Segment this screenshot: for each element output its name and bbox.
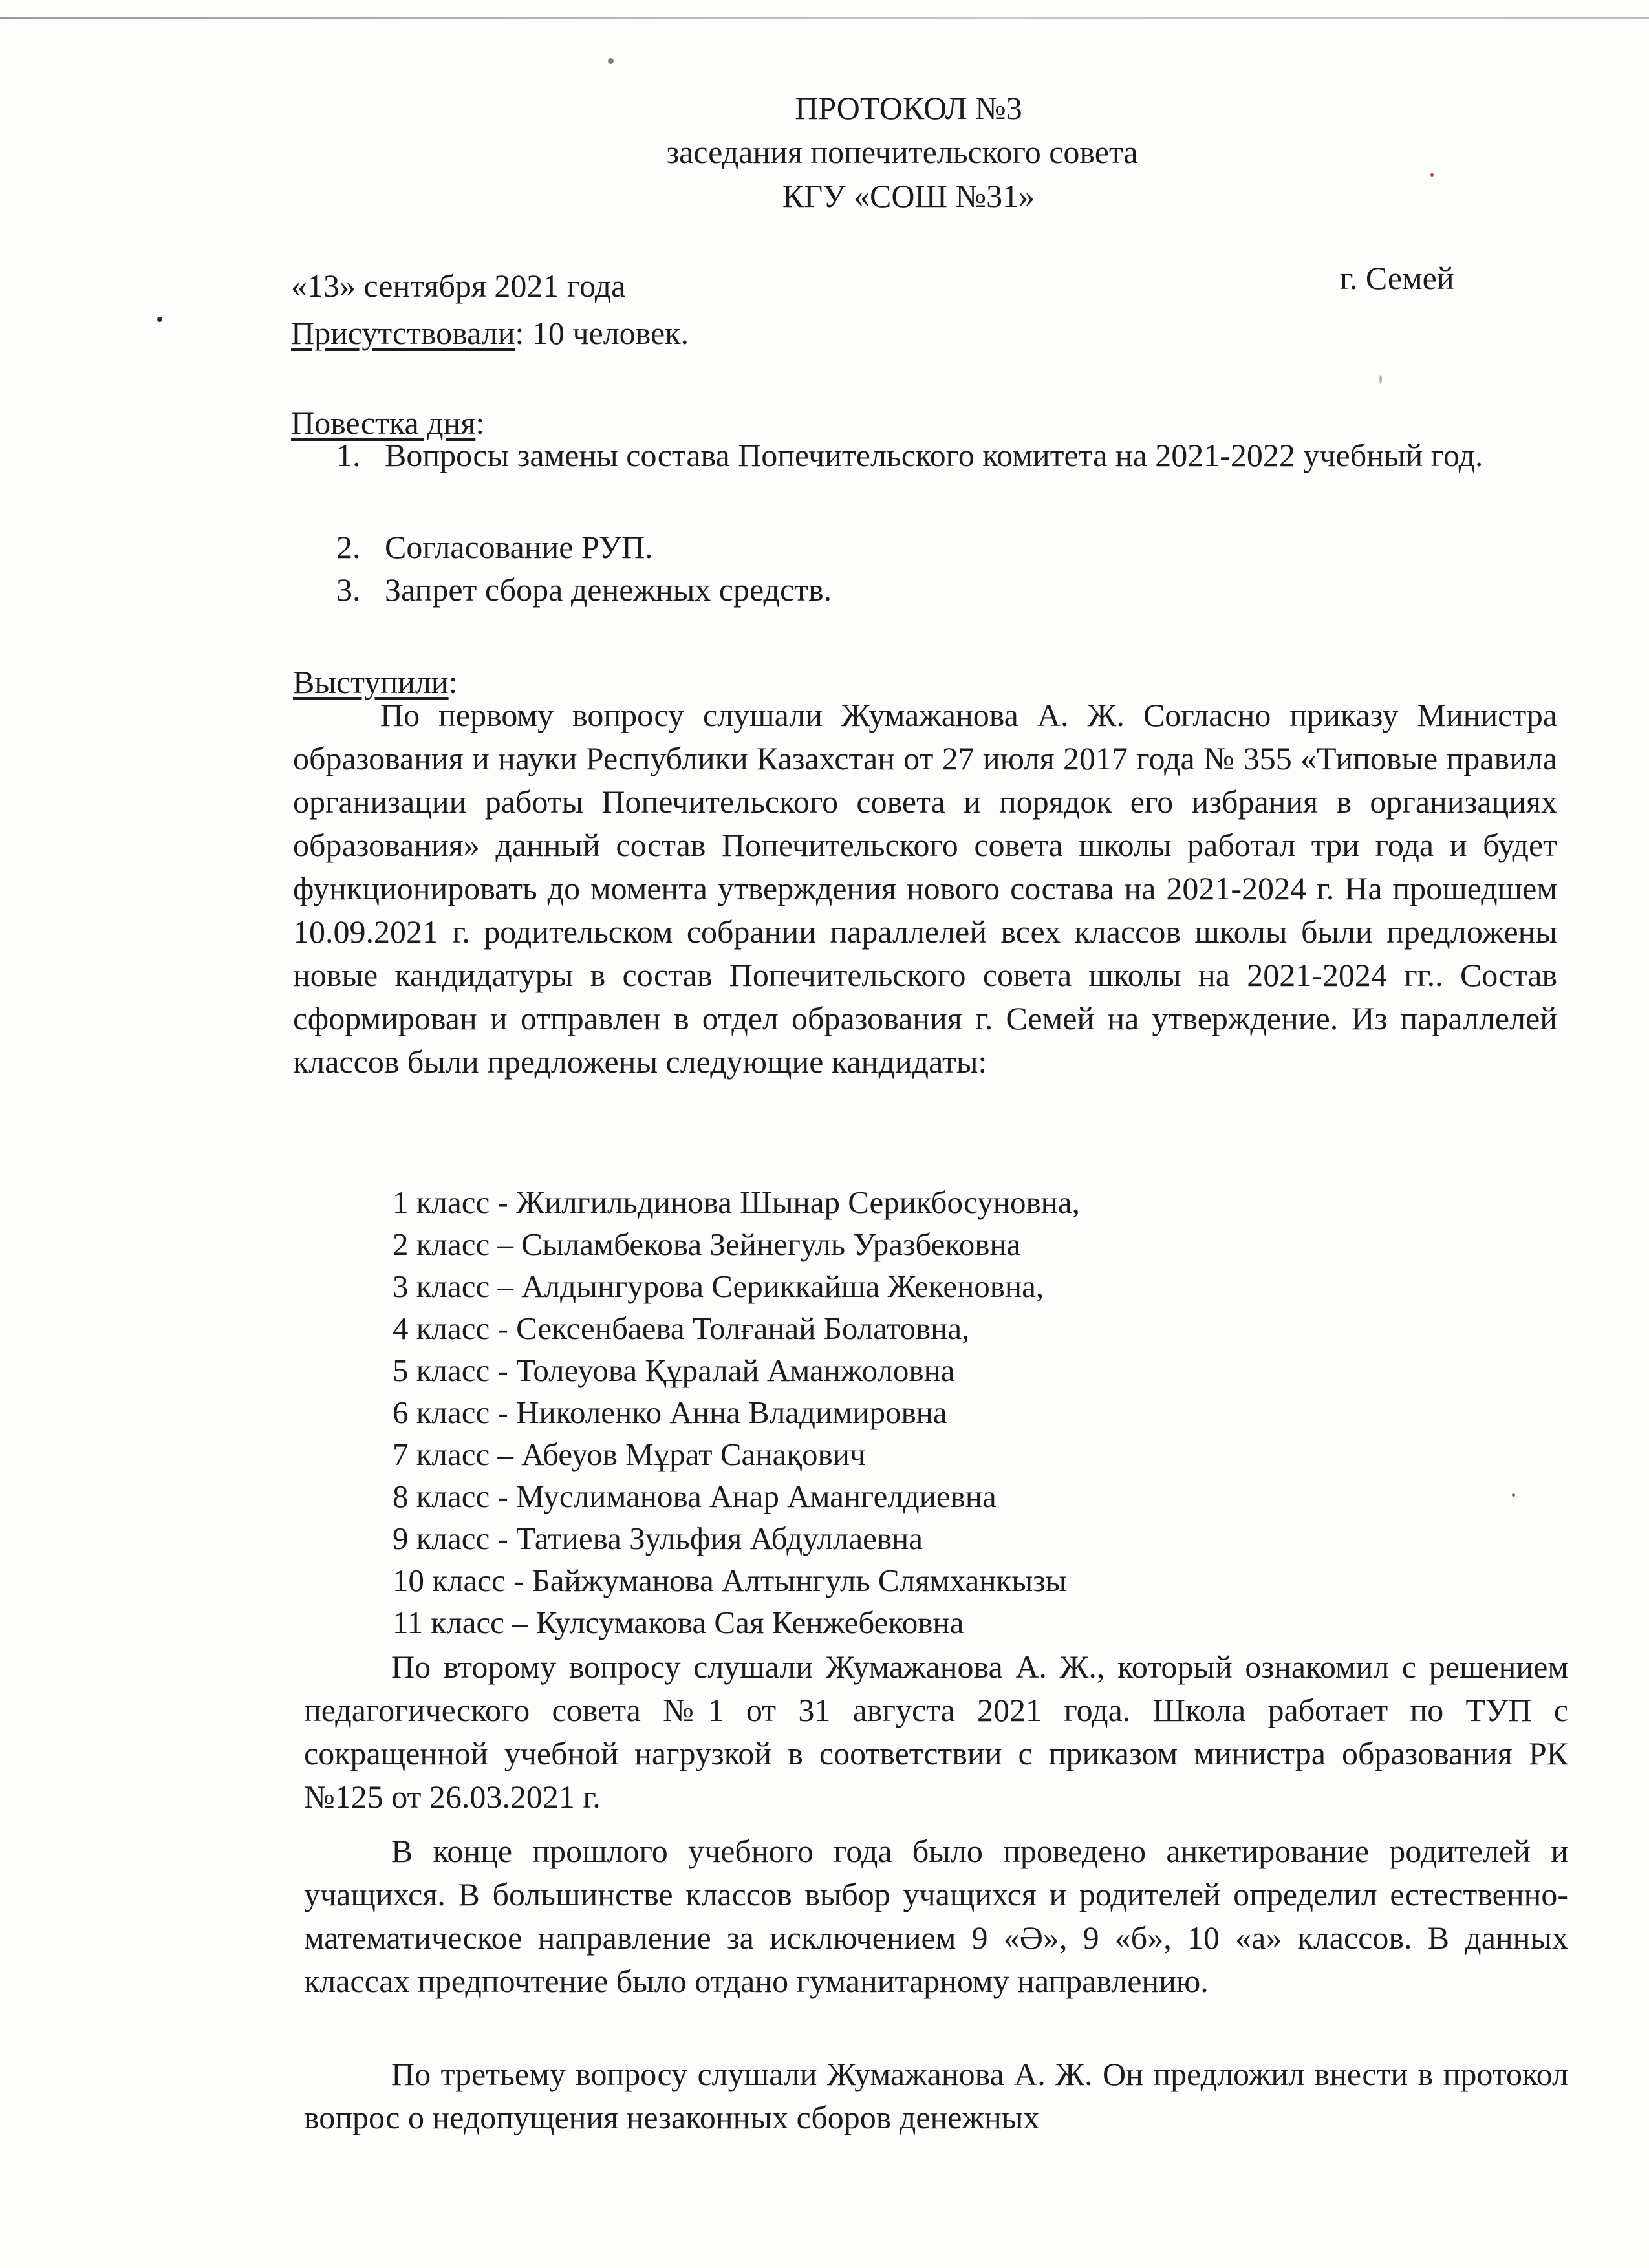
agenda-item-number: 1. <box>336 437 361 473</box>
candidate-item: 3 класс – Алдынгурова Сериккайша Жекеновна, <box>393 1268 1044 1304</box>
paragraph-survey: В конце прошлого учебного года было проведено анкетирование родителей и учащихся. В большинстве классов выбор учащихся и родителей определил естественно-математическое направление за исключением 9 «Ә», 9 «б», 10 «а» классов. В данных классах предпочтение было отдано гуманитарному направлению. <box>304 1833 1568 1999</box>
candidate-item: 4 класс - Сексенбаева Толғанай Болатовна, <box>393 1311 970 1346</box>
candidate-item: 9 класс - Татиева Зульфия Абдуллаевна <box>393 1521 923 1556</box>
attendance-label: Присутствовали <box>291 315 515 351</box>
organization-name: КГУ «СОШ №31» <box>782 178 1035 214</box>
candidate-item: 8 класс - Муслиманова Анар Амангелдиевна <box>393 1479 997 1514</box>
candidate-item: 7 класс – Абеуов Мұрат Санақович <box>393 1437 866 1472</box>
candidate-item: 6 класс - Николенко Анна Владимировна <box>393 1395 947 1430</box>
agenda-item-number: 3. <box>336 572 361 608</box>
agenda-list <box>336 434 1552 628</box>
meeting-date: «13» сентября 2021 года <box>291 268 626 304</box>
candidate-item: 1 класс - Жилгильдинова Шынар Серикбосуновна, <box>393 1184 1080 1220</box>
agenda-item-text: Согласование РУП. <box>385 529 653 565</box>
speakers-label: Выступили <box>293 664 449 700</box>
agenda-item <box>336 569 1552 610</box>
paragraph-second-question: По второму вопросу слушали Жумажанова А. Ж., который ознакомил с решением педагогического совета №1 от 31 августа 2021 года. Школа работает по ТУП с сокращенной учебной нагрузкой в соответствии с приказом министра образования РК №125 от 26.03.2021 г. <box>304 1649 1568 1815</box>
candidate-item: 5 класс - Толеуова Құралай Аманжоловна <box>393 1353 955 1388</box>
meeting-city: г. Семей <box>1340 260 1454 296</box>
agenda-item-text: Вопросы замены состава Попечительского комитета на 2021-2022 учебный год. <box>385 437 1483 473</box>
agenda-item <box>336 526 1552 568</box>
agenda-item <box>336 434 1552 519</box>
paragraph-first-question: По первому вопросу слушали Жумажанова А. Ж. Согласно приказу Министра образования и науки Республики Казахстан от 27 июля 2017 года № 355 «Типовые правила организации работы Попечительского совета и порядок его избрания в организациях образования» данный состав Попечительского совета школы работал три года и будет функционировать до момента утверждения нового состава на 2021-2024 г. На прошедшем 10.09.2021 г. родительском собрании параллелей всех классов школы были предложены новые кандидатуры в состав Попечительского совета школы на 2021-2024 гг.. Состав сформирован и отправлен в отдел образования г. Семей на утверждение. Из параллелей классов были предложены следующие кандидаты: <box>293 697 1557 1080</box>
agenda-colon: : <box>475 405 485 441</box>
agenda-label: Повестка дня <box>291 405 476 441</box>
document-title: ПРОТОКОЛ №3 <box>795 90 1022 126</box>
candidate-item: 2 класс – Сыламбекова Зейнегуль Уразбековна <box>393 1226 1021 1262</box>
agenda-item-number: 2. <box>336 529 361 565</box>
attendance-line <box>291 314 689 352</box>
candidate-item: 10 класс - Байжуманова Алтынгуль Слямханкызы <box>393 1563 1067 1598</box>
document-subtitle: заседания попечительского совета <box>666 134 1138 170</box>
paragraph-third-question: По третьему вопросу слушали Жумажанова А. Ж. Он предложил внести в протокол вопрос о недопущения незаконных сборов денежных <box>304 2056 1568 2135</box>
agenda-item-text: Запрет сбора денежных средств. <box>385 572 832 608</box>
candidate-item: 11 класс – Кулсумакова Сая Кенжебековна <box>393 1605 964 1640</box>
attendance-value: : 10 человек. <box>515 315 689 351</box>
speakers-colon: : <box>448 664 458 700</box>
